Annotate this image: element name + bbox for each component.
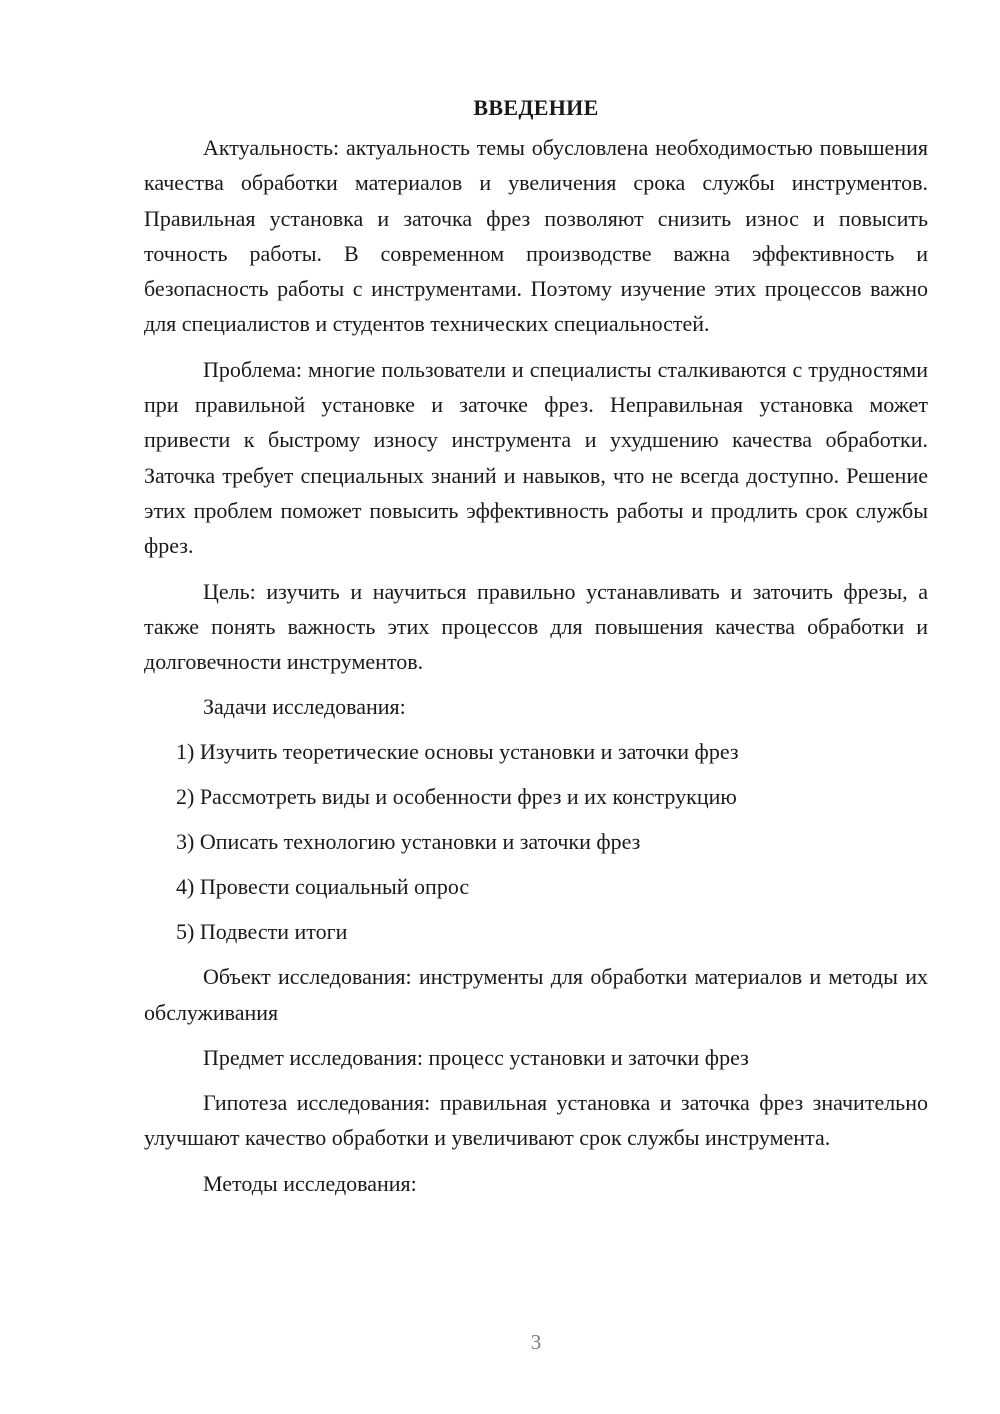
- paragraph-hypothesis: Гипотеза исследования: правильная установка и заточка фрез значительно улучшают качество обработки и увеличивают срок службы инструмента.: [144, 1090, 928, 1151]
- paragraph-goal: Цель: изучить и научиться правильно устанавливать и заточить фрезы, а также понять важность этих процессов для повышения качества обработки и долговечности инструментов.: [144, 578, 928, 675]
- task-item-4: 4) Провести социальный опрос: [176, 874, 470, 900]
- tasks-heading: Задачи исследования:: [203, 694, 406, 720]
- tasks-list: [144, 734, 928, 949]
- document-page: [144, 90, 928, 1211]
- page-number: 3: [530, 1330, 542, 1354]
- task-item-3: 3) Описать технологию установки и заточки фрез: [176, 829, 641, 855]
- methods-heading: Методы исследования:: [203, 1170, 417, 1196]
- paragraph-object: Объект исследования: инструменты для обработки материалов и методы их обслуживания: [144, 964, 928, 1025]
- paragraph-relevance: Актуальность: актуальность темы обусловлена необходимостью повышения качества обработки материалов и увеличения срока службы инструментов. Правильная установка и заточка фрез позволяют снизить износ и повысить точность работы. В современном производстве важна эффективность и безопасность работы с инструментами. Поэтому изучение этих процессов важно для специалистов и студентов технических специальностей.: [144, 135, 928, 337]
- paragraph-subject: Предмет исследования: процесс установки и заточки фрез: [203, 1045, 749, 1071]
- task-item-1: 1) Изучить теоретические основы установки и заточки фрез: [176, 739, 739, 765]
- task-item-2: 2) Рассмотреть виды и особенности фрез и их конструкцию: [176, 784, 737, 810]
- paragraph-problem: Проблема: многие пользователи и специалисты сталкиваются с трудностями при правильной установке и заточке фрез. Неправильная установка может привести к быстрому износу инструмента и ухудшению качества обработки. Заточка требует специальных знаний и навыков, что не всегда доступно. Решение этих проблем поможет повысить эффективность работы и продлить срок службы фрез.: [144, 356, 928, 559]
- task-item-5: 5) Подвести итоги: [176, 919, 348, 945]
- section-title: ВВЕДЕНИЕ: [473, 95, 599, 120]
